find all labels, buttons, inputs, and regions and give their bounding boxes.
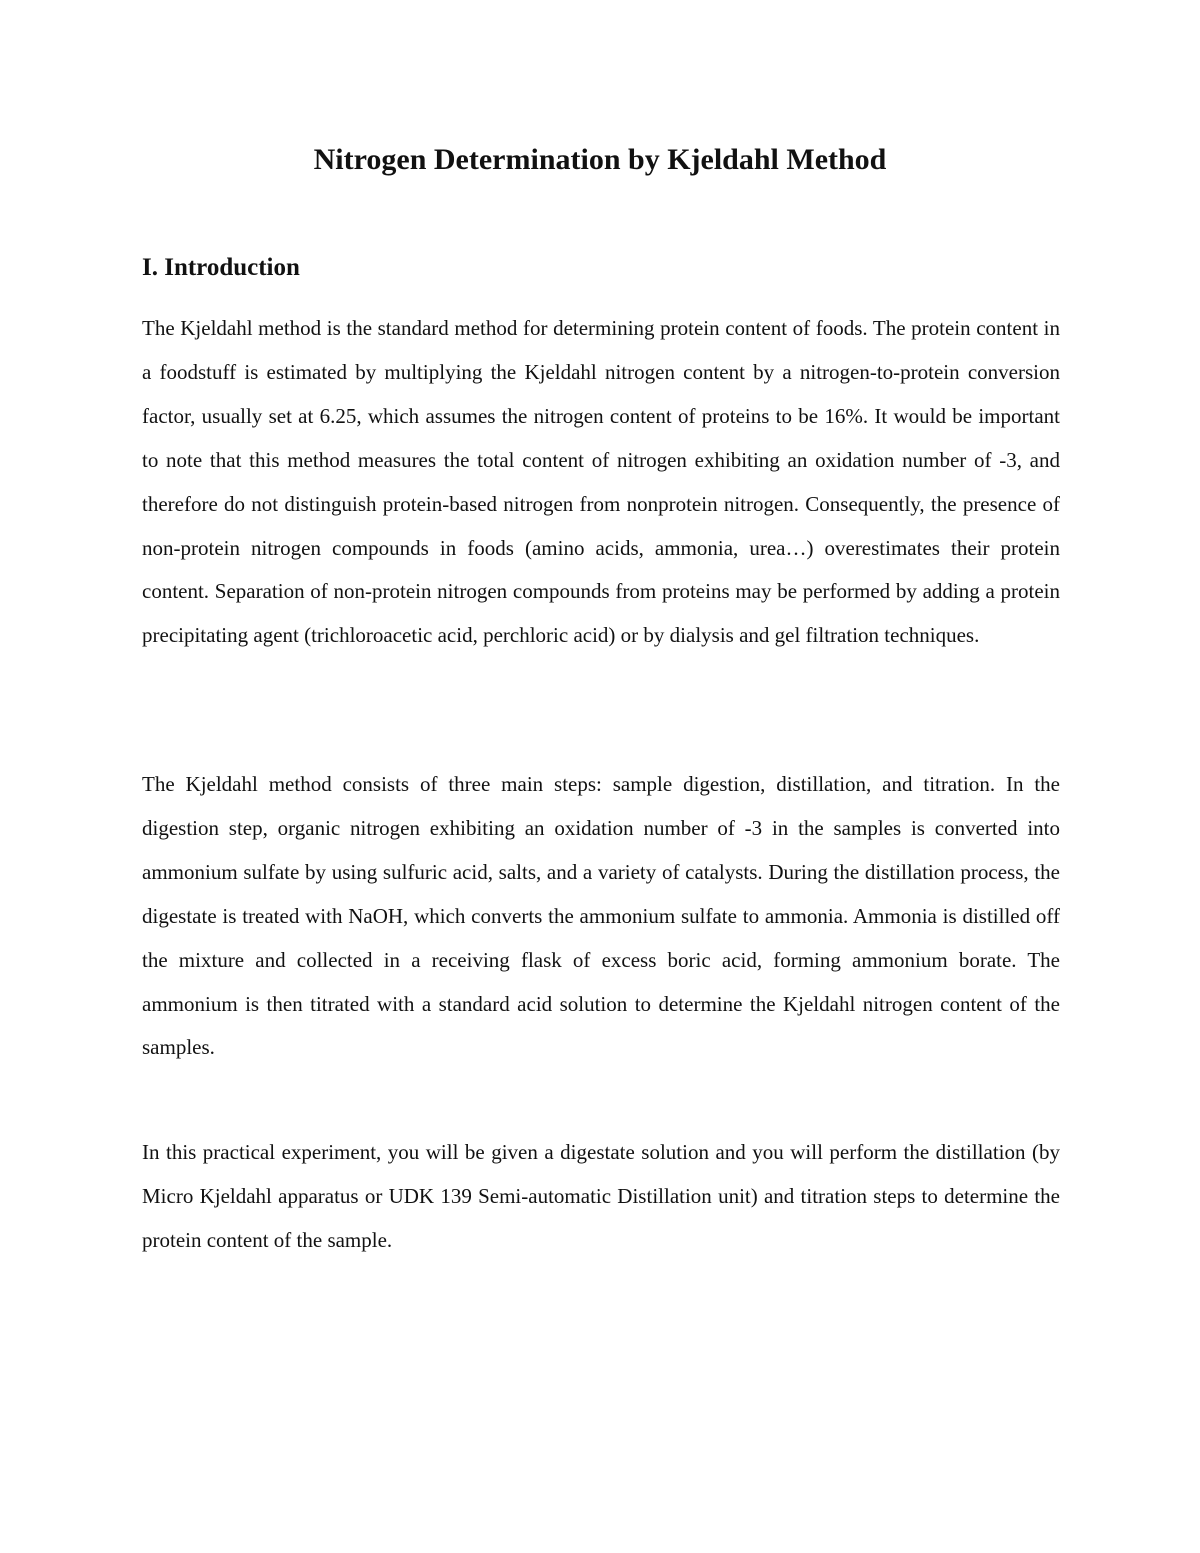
paragraph-practical-experiment: In this practical experiment, you will be given a digestate solution and you will perform the distillation (by Micro Kjeldahl apparatus or UDK 139 Semi-automatic Distillation unit) and titration steps to determine the protein content of the sample. [142, 1140, 1060, 1252]
document-title: Nitrogen Determination by Kjeldahl Method [313, 143, 887, 176]
section-heading-introduction: I. Introduction [142, 254, 300, 281]
paragraph-kjeldahl-overview: The Kjeldahl method is the standard method for determining protein content of foods. The protein content in a foodstuff is estimated by multiplying the Kjeldahl nitrogen content by a nitrogen-to-protein conversion factor, usually set at 6.25, which assumes the nitrogen content of proteins to be 16%. It would be important to note that this method measures the total content of nitrogen exhibiting an oxidation number of -3, and therefore do not distinguish protein-based nitrogen from nonprotein nitrogen. Consequently, the presence of non-protein nitrogen compounds in foods (amino acids, ammonia, urea…) overestimates their protein content. Separation of non-protein nitrogen compounds from proteins may be performed by adding a protein precipitating agent (trichloroacetic acid, perchloric acid) or by dialysis and gel filtration techniques. [142, 316, 1060, 648]
paragraph-kjeldahl-steps: The Kjeldahl method consists of three main steps: sample digestion, distillation, and titration. In the digestion step, organic nitrogen exhibiting an oxidation number of -3 in the samples is converted into ammonium sulfate by using sulfuric acid, salts, and a variety of catalysts. During the distillation process, the digestate is treated with NaOH, which converts the ammonium sulfate to ammonia. Ammonia is distilled off the mixture and collected in a receiving flask of excess boric acid, forming ammonium borate. The ammonium is then titrated with a standard acid solution to determine the Kjeldahl nitrogen content of the samples. [142, 772, 1060, 1060]
